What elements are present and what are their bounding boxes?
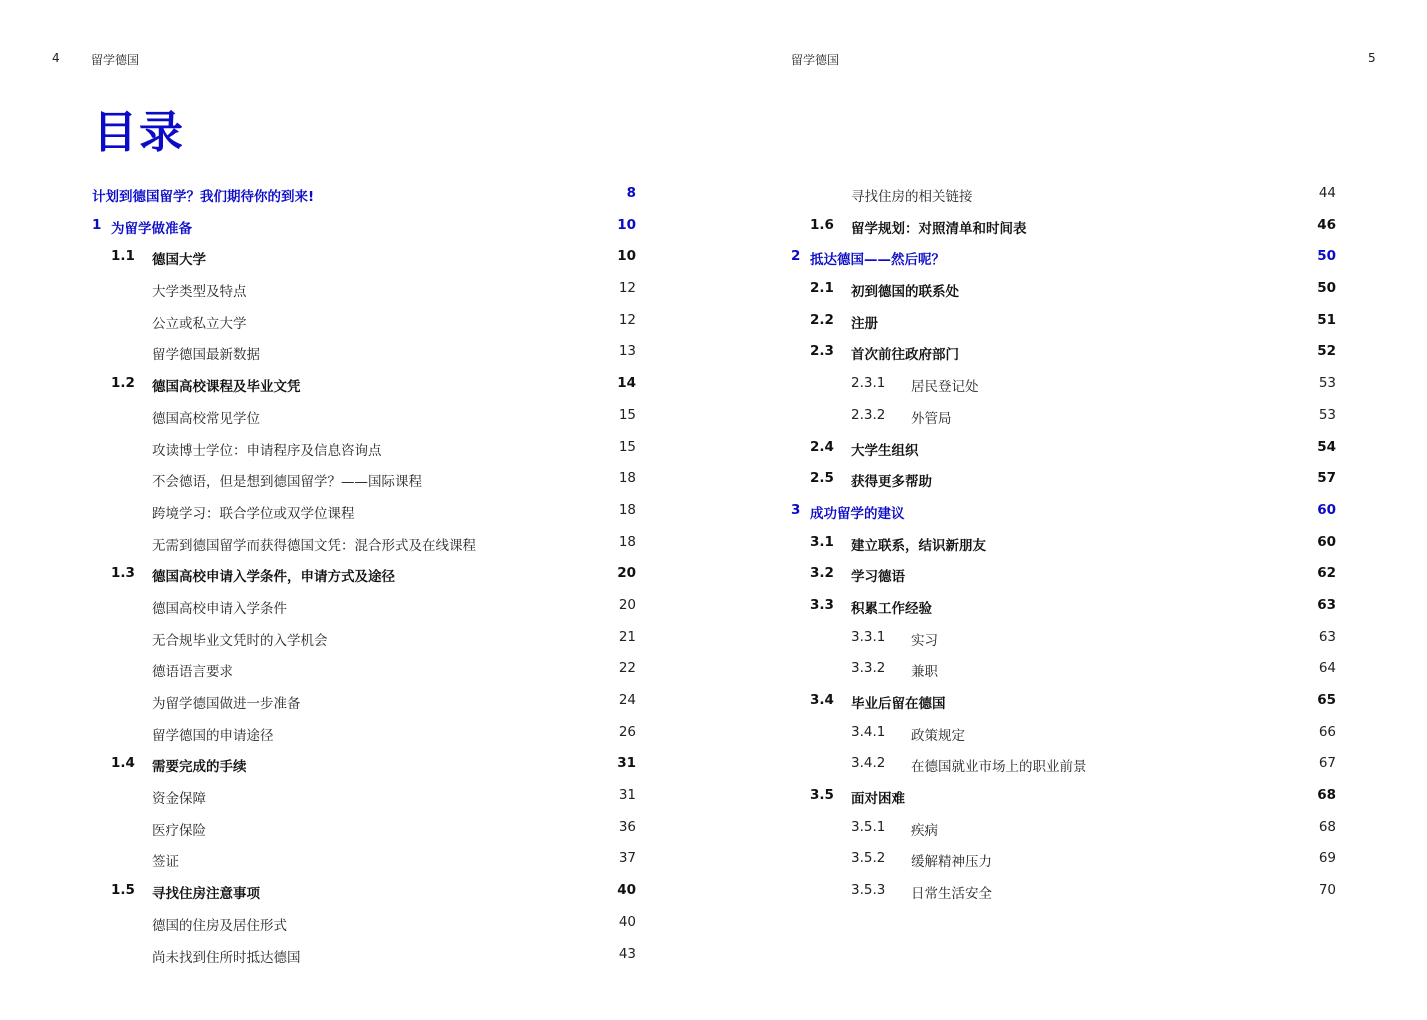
toc-entry-page: 57 (1317, 470, 1336, 487)
toc-entry[interactable] (92, 368, 636, 400)
toc-entry-number: 1.6 (810, 216, 834, 233)
toc-entry-title: 大学类型及特点 (152, 284, 247, 301)
toc-entry-title: 需要完成的手续 (152, 759, 247, 776)
toc-entry-title: 抵达德国——然后呢？ (810, 252, 945, 269)
toc-entry-page: 46 (1317, 216, 1336, 233)
toc-entry-number: 3.4 (810, 692, 834, 708)
toc-entry-title: 注册 (851, 315, 878, 332)
toc-entry-number: 3.5.1 (851, 818, 886, 835)
toc-entry-page: 63 (1317, 596, 1336, 613)
toc-entry[interactable] (92, 432, 636, 464)
toc-entry-number: 3.2 (810, 565, 834, 582)
toc-entry-title: 签证 (152, 854, 179, 871)
toc-entry[interactable] (791, 210, 1336, 242)
toc-entry-title: 大学生组织 (851, 442, 919, 459)
toc-entry-title: 德国高校申请入学条件，申请方式及途径 (152, 569, 395, 586)
toc-entry[interactable] (92, 495, 636, 527)
toc-entry-title: 公立或私立大学 (152, 315, 247, 332)
toc-entry-page: 43 (618, 945, 636, 962)
toc-entry-page: 50 (1317, 280, 1336, 297)
toc-entry-page: 60 (1317, 501, 1336, 518)
toc-entry-page: 18 (618, 470, 636, 487)
toc-entry-title: 为留学做准备 (111, 220, 192, 237)
toc-entry-page: 40 (618, 913, 636, 930)
toc-entry-page: 18 (618, 533, 636, 550)
toc-entry-page: 37 (618, 850, 636, 867)
toc-entry-title: 学习德语 (851, 569, 905, 586)
toc-entry[interactable] (791, 463, 1336, 495)
toc-entry-number: 3.4.2 (851, 755, 886, 772)
toc-entry-page: 65 (1317, 692, 1336, 708)
toc-entry-number: 2 (791, 248, 801, 265)
toc-entry-number: 1 (92, 216, 102, 233)
toc-entry-title: 攻读博士学位：申请程序及信息咨询点 (152, 442, 382, 459)
toc-entry[interactable] (92, 558, 636, 590)
toc-entry-number: 1.4 (111, 755, 135, 772)
toc-entry[interactable] (92, 653, 636, 685)
toc-entry-title: 兼职 (911, 664, 938, 681)
toc-entry-title: 成功留学的建议 (810, 505, 905, 522)
toc-entry[interactable] (791, 368, 1336, 400)
toc-entry-page: 64 (1318, 660, 1336, 677)
toc-entry-page: 15 (618, 406, 636, 423)
toc-entry-title: 获得更多帮助 (851, 474, 932, 491)
toc-entry-title: 居民登记处 (911, 379, 979, 396)
toc-entry-title: 计划到德国留学？我们期待你的到来! (92, 189, 315, 205)
toc-entry-page: 51 (1317, 311, 1336, 328)
toc-entry-title: 面对困难 (851, 791, 905, 808)
toc-entry-title: 在德国就业市场上的职业前景 (911, 759, 1087, 776)
toc-entry[interactable] (791, 241, 1336, 273)
toc-entry-page: 22 (618, 660, 636, 677)
toc-entry-title: 无合规毕业文凭时的入学机会 (152, 632, 328, 649)
toc-entry[interactable] (791, 273, 1336, 305)
toc-entry-number: 1.5 (111, 882, 135, 899)
toc-entry-page: 50 (1317, 248, 1336, 265)
toc-entry[interactable] (791, 558, 1336, 590)
toc-left-column (92, 178, 636, 970)
toc-entry[interactable] (92, 527, 636, 559)
toc-entry-page: 54 (1317, 438, 1336, 455)
toc-entry[interactable] (791, 843, 1336, 875)
toc-entry-number: 3.3.2 (851, 660, 886, 677)
toc-entry[interactable] (92, 463, 636, 495)
toc-entry-title: 德语语言要求 (152, 664, 233, 681)
toc-entry-number: 3.4.1 (851, 723, 886, 740)
toc-entry-number: 1.3 (111, 565, 135, 582)
toc-entry[interactable] (791, 875, 1336, 907)
toc-entry-title: 德国的住房及居住形式 (152, 917, 287, 934)
toc-entry-number: 3.3 (810, 596, 834, 613)
toc-entry-title: 日常生活安全 (911, 886, 992, 903)
toc-entry-title: 首次前往政府部门 (851, 347, 959, 364)
toc-entry-page: 68 (1318, 818, 1336, 835)
toc-entry[interactable] (791, 495, 1336, 527)
toc-entry[interactable] (791, 400, 1336, 432)
toc-entry[interactable] (791, 780, 1336, 812)
toc-entry-title: 跨境学习：联合学位或双学位课程 (152, 505, 355, 522)
toc-entry-number: 3.5 (810, 787, 834, 804)
toc-entry-title: 德国高校课程及毕业文凭 (152, 379, 301, 396)
toc-entry-page: 31 (618, 787, 636, 804)
toc-entry[interactable] (791, 653, 1336, 685)
toc-entry-number: 2.5 (810, 470, 834, 487)
toc-entry-title: 积累工作经验 (851, 600, 932, 617)
toc-entry-title: 缓解精神压力 (911, 854, 992, 871)
toc-entry[interactable] (791, 685, 1336, 717)
toc-entry-number: 3.3.1 (851, 628, 886, 645)
toc-entry-number: 1.2 (111, 375, 135, 392)
toc-entry-title: 疾病 (911, 822, 938, 839)
toc-entry-page: 10 (617, 216, 636, 233)
toc-right-column (791, 178, 1336, 907)
toc-entry-page: 60 (1317, 533, 1336, 550)
toc-entry-page: 20 (618, 596, 636, 613)
toc-entry-page: 40 (617, 882, 636, 899)
toc-entry[interactable] (92, 939, 636, 971)
toc-entry-page: 13 (618, 343, 636, 360)
toc-entry[interactable] (92, 907, 636, 939)
toc-entry-page: 14 (617, 375, 636, 392)
toc-entry[interactable] (791, 622, 1336, 654)
toc-entry-page: 68 (1317, 787, 1336, 804)
toc-entry-title: 尚未找到住所时抵达德国 (152, 949, 301, 966)
toc-entry-title: 为留学德国做进一步准备 (152, 696, 301, 712)
toc-entry-page: 53 (1318, 406, 1336, 423)
toc-entry[interactable] (92, 812, 636, 844)
toc-entry[interactable] (791, 178, 1336, 210)
toc-entry[interactable] (791, 812, 1336, 844)
toc-entry-page: 67 (1318, 755, 1336, 772)
toc-entry-title: 留学规划：对照清单和时间表 (851, 220, 1027, 237)
toc-entry-title: 留学德国最新数据 (152, 347, 260, 364)
toc-entry-page: 15 (618, 438, 636, 455)
toc-entry-page: 52 (1317, 343, 1336, 360)
toc-entry-page: 36 (618, 818, 636, 835)
left-page-number: 4 (52, 51, 60, 65)
toc-entry[interactable] (92, 210, 636, 242)
toc-entry[interactable] (92, 717, 636, 749)
toc-entry-page: 26 (618, 723, 636, 740)
toc-entry-page: 63 (1318, 628, 1336, 645)
toc-entry-title: 资金保障 (152, 791, 206, 808)
toc-entry-number: 3.5.2 (851, 850, 886, 867)
right-running-title: 留学德国 (791, 53, 840, 67)
toc-entry-number: 2.3.2 (851, 406, 886, 423)
toc-entry-page: 21 (618, 628, 636, 645)
toc-entry-number: 3 (791, 501, 801, 518)
toc-entry-page: 24 (618, 692, 636, 708)
toc-entry-number: 3.5.3 (851, 882, 886, 899)
toc-entry-page: 8 (626, 185, 636, 201)
toc-entry-number: 2.1 (810, 280, 834, 297)
toc-entry[interactable] (92, 273, 636, 305)
toc-entry-page: 12 (618, 311, 636, 328)
toc-entry-page: 20 (617, 565, 636, 582)
toc-entry-title: 德国高校申请入学条件 (152, 600, 287, 617)
toc-entry[interactable] (92, 843, 636, 875)
toc-entry[interactable] (791, 432, 1336, 464)
toc-entry-page: 10 (617, 248, 636, 265)
toc-entry[interactable] (92, 622, 636, 654)
toc-entry-title: 政策规定 (911, 727, 965, 744)
toc-entry[interactable] (791, 527, 1336, 559)
page-title: 目录 (93, 107, 185, 158)
toc-entry-page: 31 (617, 755, 636, 772)
toc-entry-title: 寻找住房注意事项 (152, 886, 260, 903)
toc-entry-number: 2.2 (810, 311, 834, 328)
toc-entry[interactable] (92, 178, 636, 210)
toc-entry-page: 70 (1318, 882, 1336, 899)
toc-entry-title: 毕业后留在德国 (851, 696, 946, 712)
toc-entry-page: 12 (618, 280, 636, 297)
toc-entry-title: 初到德国的联系处 (851, 284, 959, 301)
toc-entry[interactable] (791, 336, 1336, 368)
toc-entry-title: 建立联系，结识新朋友 (851, 537, 986, 554)
toc-entry-number: 2.3 (810, 343, 834, 360)
toc-entry-title: 无需到德国留学而获得德国文凭：混合形式及在线课程 (152, 537, 476, 554)
toc-entry-title: 不会德语，但是想到德国留学？——国际课程 (152, 474, 422, 491)
toc-entry[interactable] (92, 305, 636, 337)
toc-entry-number: 2.3.1 (851, 375, 886, 392)
left-running-title: 留学德国 (91, 53, 140, 67)
toc-entry[interactable] (791, 717, 1336, 749)
toc-entry[interactable] (791, 748, 1336, 780)
toc-entry-title: 德国大学 (152, 252, 206, 269)
right-page-number: 5 (1368, 51, 1376, 65)
toc-entry[interactable] (92, 590, 636, 622)
toc-entry-number: 1.1 (111, 248, 135, 265)
toc-entry-page: 69 (1318, 850, 1336, 867)
toc-entry-title: 留学德国的申请途径 (152, 727, 274, 744)
toc-entry[interactable] (92, 780, 636, 812)
toc-entry-title: 医疗保险 (152, 822, 206, 839)
toc-entry-title: 寻找住房的相关链接 (851, 189, 973, 205)
toc-entry-title: 实习 (911, 632, 938, 649)
toc-entry[interactable] (92, 241, 636, 273)
toc-entry[interactable] (92, 748, 636, 780)
toc-entry-number: 2.4 (810, 438, 834, 455)
toc-entry-number: 3.1 (810, 533, 834, 550)
toc-entry-page: 66 (1318, 723, 1336, 740)
toc-entry-page: 18 (618, 501, 636, 518)
toc-entry[interactable] (92, 875, 636, 907)
toc-entry[interactable] (92, 685, 636, 717)
toc-entry[interactable] (791, 590, 1336, 622)
toc-entry-page: 62 (1317, 565, 1336, 582)
toc-entry-title: 德国高校常见学位 (152, 410, 260, 427)
toc-entry-page: 44 (1318, 185, 1336, 201)
toc-entry[interactable] (791, 305, 1336, 337)
toc-entry[interactable] (92, 336, 636, 368)
toc-entry-title: 外管局 (911, 410, 952, 427)
toc-entry-page: 53 (1318, 375, 1336, 392)
toc-entry[interactable] (92, 400, 636, 432)
